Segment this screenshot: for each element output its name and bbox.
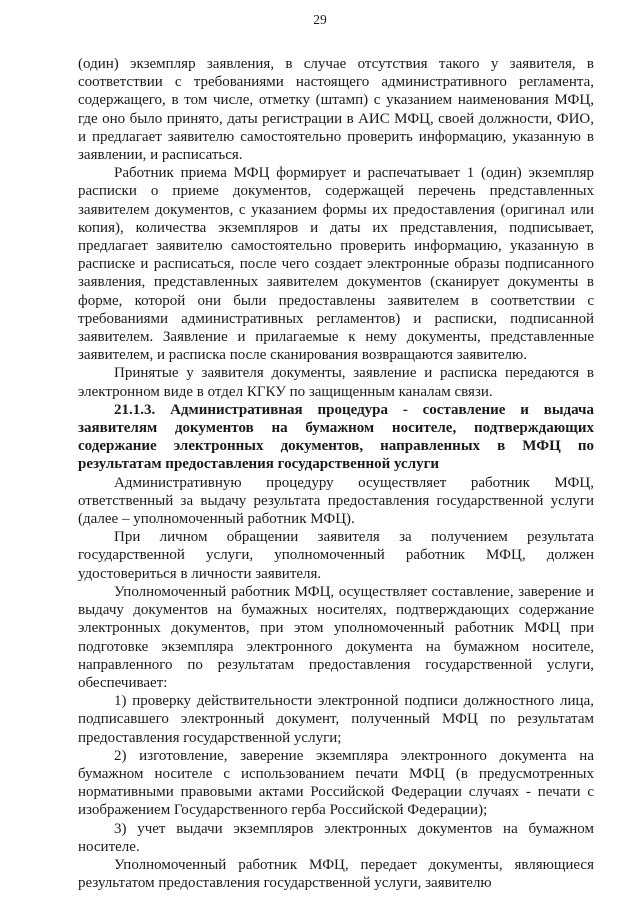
list-item-3: 3) учет выдачи экземпляров электронных документов на бумажном носителе. [78, 820, 594, 855]
paragraph-final: Уполномоченный работник МФЦ, передает документы, являющиеся результатом предоставления государственной услуги, заявителю [78, 856, 594, 892]
paragraph-transfer: Принятые у заявителя документы, заявление и расписка передаются в электронном виде в отдел КГКУ по защищенным каналам связи. [78, 365, 594, 400]
list-item-1: 1) проверку действительности электронной подписи должностного лица, подписавшего электронный документ, полученный МФЦ по результатам предоставления государственной услуги; [78, 693, 594, 746]
list-item-2: 2) изготовление, заверение экземпляра электронного документа на бумажном носителе с использованием печати МФЦ (в предусмотренных нормативными правовыми актами Российской Федерации случаях - печати с изображением Государственного герба Российской Федерации); [78, 747, 594, 819]
document-body [78, 55, 594, 892]
page-number: 29 [313, 12, 327, 27]
paragraph-receipt: Работник приема МФЦ формирует и распечатывает 1 (один) экземпляр расписки о приеме документов, содержащей перечень представленных заявителем документов, с указанием формы их предоставления (оригинал или копия), количества экземпляров и даты их представления, подписывает, предлагает заявителю самостоятельно проверить информацию, указанную в расписке и расписаться, после чего создает электронные образы подписанного заявления, представленных заявителем документов (сканирует документы в форме, которой они были предоставлены заявителем в соответствии с требованиями административных регламентов) и расписки, подписанной заявителем. Заявление и прилагаемые к нему документы, представленные заявителем, и расписка после сканирования возвращаются заявителю. [78, 165, 594, 364]
paragraph-procedure: Административную процедуру осуществляет работник МФЦ, ответственный за выдачу результата предоставления государственной услуги (далее – уполномоченный работник МФЦ). [78, 474, 594, 528]
paragraph-personal-visit: При личном обращении заявителя за получением результата государственной услуги, уполномоченный работник МФЦ, должен удостовериться в личности заявителя. [78, 529, 594, 582]
paragraph-obligations: Уполномоченный работник МФЦ, осуществляет составление, заверение и выдачу документов на бумажных носителях, подтверждающих содержание электронных документов, при этом уполномоченный работник МФЦ при подготовке экземпляра электронного документа на бумажном носителе, направленного по результатам предоставления государственной услуги, обеспечивает: [78, 583, 594, 691]
section-heading: 21.1.3. Административная процедура - составление и выдача заявителям документов на бумажном носителе, подтверждающих содержание электронных документов, направленных в МФЦ по результатам предоставления государственной услуги [78, 401, 594, 473]
paragraph-continuation: (один) экземпляр заявления, в случае отсутствия такого у заявителя, в соответствии с требованиями настоящего административного регламента, содержащего, в том числе, отметку (штамп) с указанием наименования МФЦ, где оно было принято, даты регистрации в АИС МФЦ, своей должности, ФИО, и предлагает заявителю самостоятельно проверить информацию, указанную в заявлении, и расписаться. [78, 56, 594, 164]
